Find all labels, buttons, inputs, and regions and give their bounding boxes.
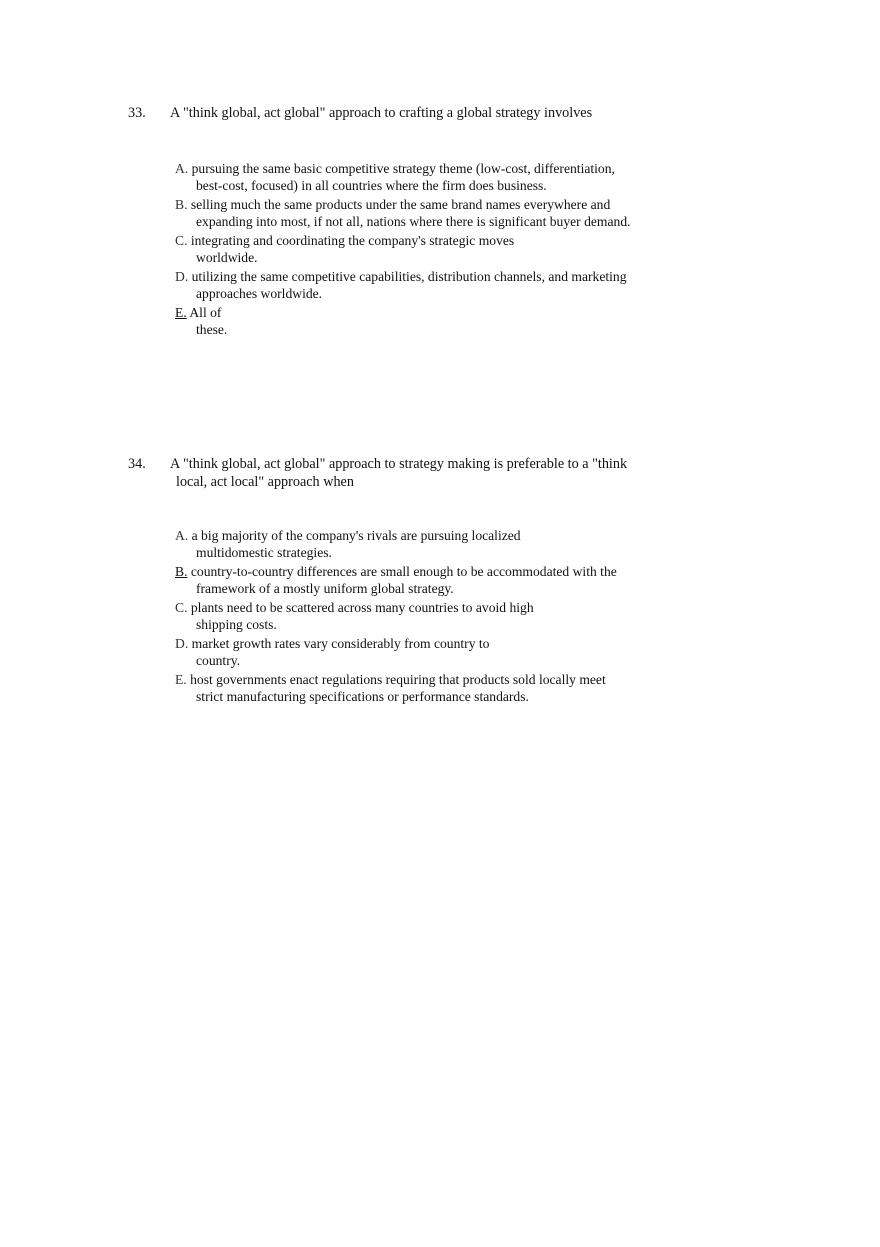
choice-text-line-2: these. [196, 321, 228, 337]
choice-text-line-1: All of [189, 304, 222, 320]
choice-b [175, 196, 665, 230]
choice-text-line-2: framework of a mostly uniform global strategy. [196, 581, 454, 596]
choice-letter: B. [175, 196, 188, 212]
choice-text-line-1: utilizing the same competitive capabilities, distribution channels, and marketing [191, 268, 627, 284]
choice-letter: E. [175, 672, 187, 687]
choice-text-line-1: country-to-country differences are small enough to be accommodated with the [190, 564, 617, 579]
stem-line-1: A "think global, act global" approach to crafting a global strategy involves [170, 105, 593, 121]
stem-line-1: A "think global, act global" approach to strategy making is preferable to a "think [170, 456, 628, 472]
choice-text-line-1: integrating and coordinating the company's strategic moves [190, 232, 515, 248]
choice-c [175, 599, 665, 633]
choice-d [175, 268, 665, 302]
choice-text-line-1: pursuing the same basic competitive strategy theme (low-cost, differentiation, [191, 160, 615, 176]
choice-text-line-1: host governments enact regulations requiring that products sold locally meet [190, 672, 606, 687]
choice-letter: A. [175, 528, 189, 543]
choice-text-line-1: selling much the same products under the same brand names everywhere and [190, 196, 611, 212]
choice-text-line-2: country. [196, 653, 241, 668]
correct-answer-letter: B. [175, 564, 188, 579]
choice-text-line-2: shipping costs. [196, 617, 277, 632]
choice-text-line-2: approaches worldwide. [196, 285, 323, 301]
choice-text-line-2: multidomestic strategies. [196, 545, 332, 560]
choice-b [175, 563, 665, 597]
choice-letter: C. [175, 232, 188, 248]
choice-text-line-1: plants need to be scattered across many countries to avoid high [190, 600, 534, 615]
question-stem [128, 456, 640, 491]
question-number: 33. [128, 105, 146, 121]
choice-text-line-2: expanding into most, if not all, nations where there is significant buyer demand. [196, 213, 631, 229]
stem-line-2: local, act local" approach when [176, 473, 354, 490]
answer-choices [175, 527, 735, 705]
choice-e [175, 671, 665, 705]
choice-text-line-2: worldwide. [196, 249, 258, 265]
choice-letter: C. [175, 600, 188, 615]
answer-choices [175, 160, 735, 338]
question-stem [128, 105, 640, 123]
choice-d [175, 635, 665, 669]
choice-text-line-2: best-cost, focused) in all countries where the firm does business. [196, 177, 547, 193]
question-33 [128, 105, 688, 340]
choice-e [175, 304, 665, 338]
choice-a [175, 160, 665, 194]
question-number: 34. [128, 456, 146, 472]
choice-text-line-1: market growth rates vary considerably from country to [191, 636, 490, 651]
choice-a [175, 527, 665, 561]
choice-letter: D. [175, 636, 189, 651]
choice-c [175, 232, 665, 266]
choice-letter: D. [175, 268, 189, 284]
correct-answer-letter: E. [175, 304, 187, 320]
question-34 [128, 456, 688, 707]
choice-letter: A. [175, 160, 189, 176]
choice-text-line-2: strict manufacturing specifications or performance standards. [196, 689, 529, 704]
choice-text-line-1: a big majority of the company's rivals are pursuing localized [191, 528, 521, 543]
